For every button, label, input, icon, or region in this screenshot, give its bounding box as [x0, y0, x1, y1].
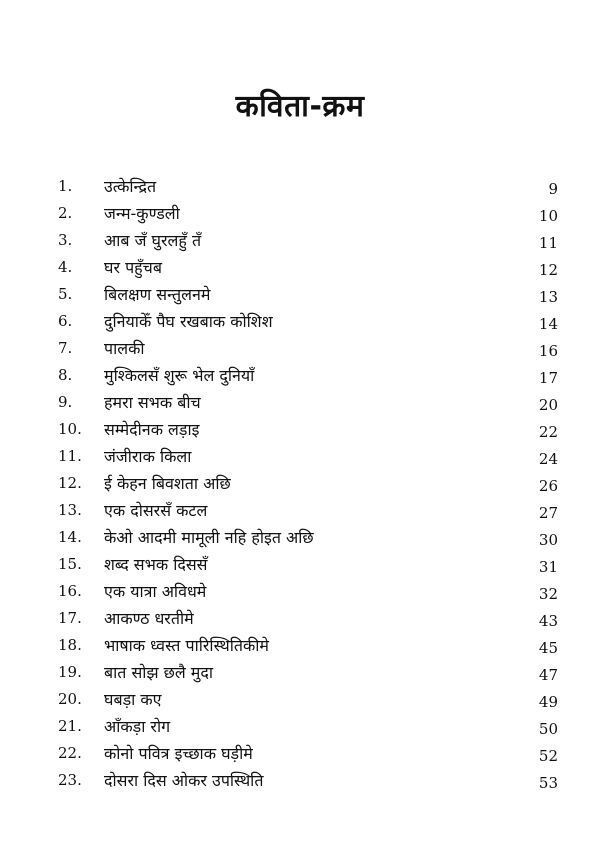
toc-entry-title: सम्मेदीनक लड़ाइ: [104, 420, 200, 439]
toc-entry-number: 22.: [58, 744, 82, 762]
toc-entry: [0, 740, 600, 767]
page-title: कविता-क्रम: [235, 89, 365, 124]
toc-entry-page-number: 30: [538, 531, 558, 549]
toc-entry-number: 12.: [58, 474, 82, 492]
toc-entry: [0, 254, 600, 281]
toc-entry-page-number: 53: [538, 774, 558, 792]
toc-entry-number: 18.: [58, 636, 82, 654]
toc-entry-page-number: 22: [538, 423, 558, 441]
toc-entry: [0, 470, 600, 497]
toc-entry-number: 17.: [58, 609, 82, 627]
toc-entry: [0, 686, 600, 713]
toc-entry-page-number: 52: [538, 747, 558, 765]
toc-entry-title: ई केहन बिवशता अछि: [104, 474, 231, 493]
toc-entry-title: घर पहुँचब: [104, 258, 162, 277]
toc-entry-title: हमरा सभक बीच: [104, 393, 201, 412]
toc-entry-number: 14.: [58, 528, 82, 546]
toc-entry: [0, 443, 600, 470]
toc-entry-title: बिलक्षण सन्तुलनमे: [104, 285, 211, 304]
toc-entry: [0, 335, 600, 362]
toc-entry-title: भाषाक ध्वस्त पारिस्थितिकीमे: [104, 636, 269, 655]
toc-entry-page-number: 50: [538, 720, 558, 738]
toc-entry: [0, 578, 600, 605]
toc-entry: [0, 173, 600, 200]
toc-entry-title: केओ आदमी मामूली नहि होइत अछि: [104, 528, 314, 547]
toc-entry-page-number: 49: [538, 693, 558, 711]
toc-entry-number: 19.: [58, 663, 82, 681]
toc-entry-title: दोसरा दिस ओकर उपस्थिति: [104, 771, 264, 790]
toc-entry-page-number: 17: [538, 369, 558, 387]
toc-entry-number: 5.: [58, 285, 73, 303]
toc-entry: [0, 308, 600, 335]
toc-entry-page-number: 31: [538, 558, 558, 576]
toc-entry-page-number: 24: [538, 450, 558, 468]
toc-entry-number: 1.: [58, 177, 73, 195]
toc-entry-title: दुनियाकेँ पैघ रखबाक कोशिश: [104, 312, 273, 331]
toc-entry: [0, 605, 600, 632]
toc-entry-title: आँकड़ा रोग: [104, 717, 171, 736]
toc-entry-number: 20.: [58, 690, 82, 708]
toc-entry-number: 6.: [58, 312, 73, 330]
toc-entry: [0, 713, 600, 740]
table-of-contents: [0, 173, 600, 794]
toc-entry: [0, 281, 600, 308]
toc-entry-page-number: 9: [548, 180, 558, 198]
toc-entry: [0, 200, 600, 227]
toc-entry-title: कोनो पवित्र इच्छाक घड़ीमे: [104, 744, 253, 763]
toc-entry-page-number: 26: [538, 477, 558, 495]
toc-entry: [0, 767, 600, 794]
toc-entry-number: 23.: [58, 771, 82, 789]
toc-entry-number: 2.: [58, 204, 73, 222]
toc-entry-title: शब्द सभक दिससँ: [104, 555, 208, 574]
toc-entry-page-number: 27: [538, 504, 558, 522]
toc-entry: [0, 227, 600, 254]
toc-entry-page-number: 32: [538, 585, 558, 603]
toc-entry-title: जंजीराक किला: [104, 447, 192, 466]
toc-entry-page-number: 20: [538, 396, 558, 414]
toc-entry-number: 10.: [58, 420, 82, 438]
toc-entry-number: 3.: [58, 231, 73, 249]
toc-entry: [0, 362, 600, 389]
toc-entry: [0, 551, 600, 578]
toc-entry-page-number: 11: [538, 234, 558, 252]
toc-entry-title: उत्केन्द्रित: [104, 177, 157, 196]
toc-entry: [0, 416, 600, 443]
toc-entry-page-number: 10: [538, 207, 558, 225]
toc-entry-number: 21.: [58, 717, 82, 735]
toc-entry-page-number: 43: [538, 612, 558, 630]
toc-entry-page-number: 16: [538, 342, 558, 360]
toc-entry-title: आकण्ठ धरतीमे: [104, 609, 194, 628]
toc-entry: [0, 659, 600, 686]
toc-entry-page-number: 14: [538, 315, 558, 333]
toc-entry-number: 11.: [58, 447, 82, 465]
toc-entry-title: घबड़ा कए: [104, 690, 162, 709]
toc-entry-page-number: 12: [538, 261, 558, 279]
toc-entry: [0, 632, 600, 659]
toc-entry-title: एक यात्रा अविधमे: [104, 582, 207, 601]
toc-entry-page-number: 45: [538, 639, 558, 657]
toc-entry-number: 16.: [58, 582, 82, 600]
toc-entry: [0, 524, 600, 551]
toc-entry-title: जन्म-कुण्डली: [104, 204, 180, 223]
toc-entry: [0, 389, 600, 416]
toc-entry-title: आब जँ घुरलहुँ तँ: [104, 231, 202, 250]
toc-entry-title: पालकी: [104, 339, 145, 358]
toc-entry-title: बात सोझ छलै मुदा: [104, 663, 213, 682]
toc-entry-number: 4.: [58, 258, 73, 276]
toc-entry-number: 7.: [58, 339, 73, 357]
toc-entry-number: 9.: [58, 393, 73, 411]
toc-entry-title: एक दोसरसँ कटल: [104, 501, 208, 520]
toc-entry-number: 13.: [58, 501, 82, 519]
toc-entry-page-number: 47: [538, 666, 558, 684]
toc-entry-page-number: 13: [538, 288, 558, 306]
toc-entry-number: 15.: [58, 555, 82, 573]
toc-entry: [0, 497, 600, 524]
toc-entry-title: मुश्किलसँ शुरू भेल दुनियाँ: [104, 366, 255, 385]
toc-entry-number: 8.: [58, 366, 73, 384]
